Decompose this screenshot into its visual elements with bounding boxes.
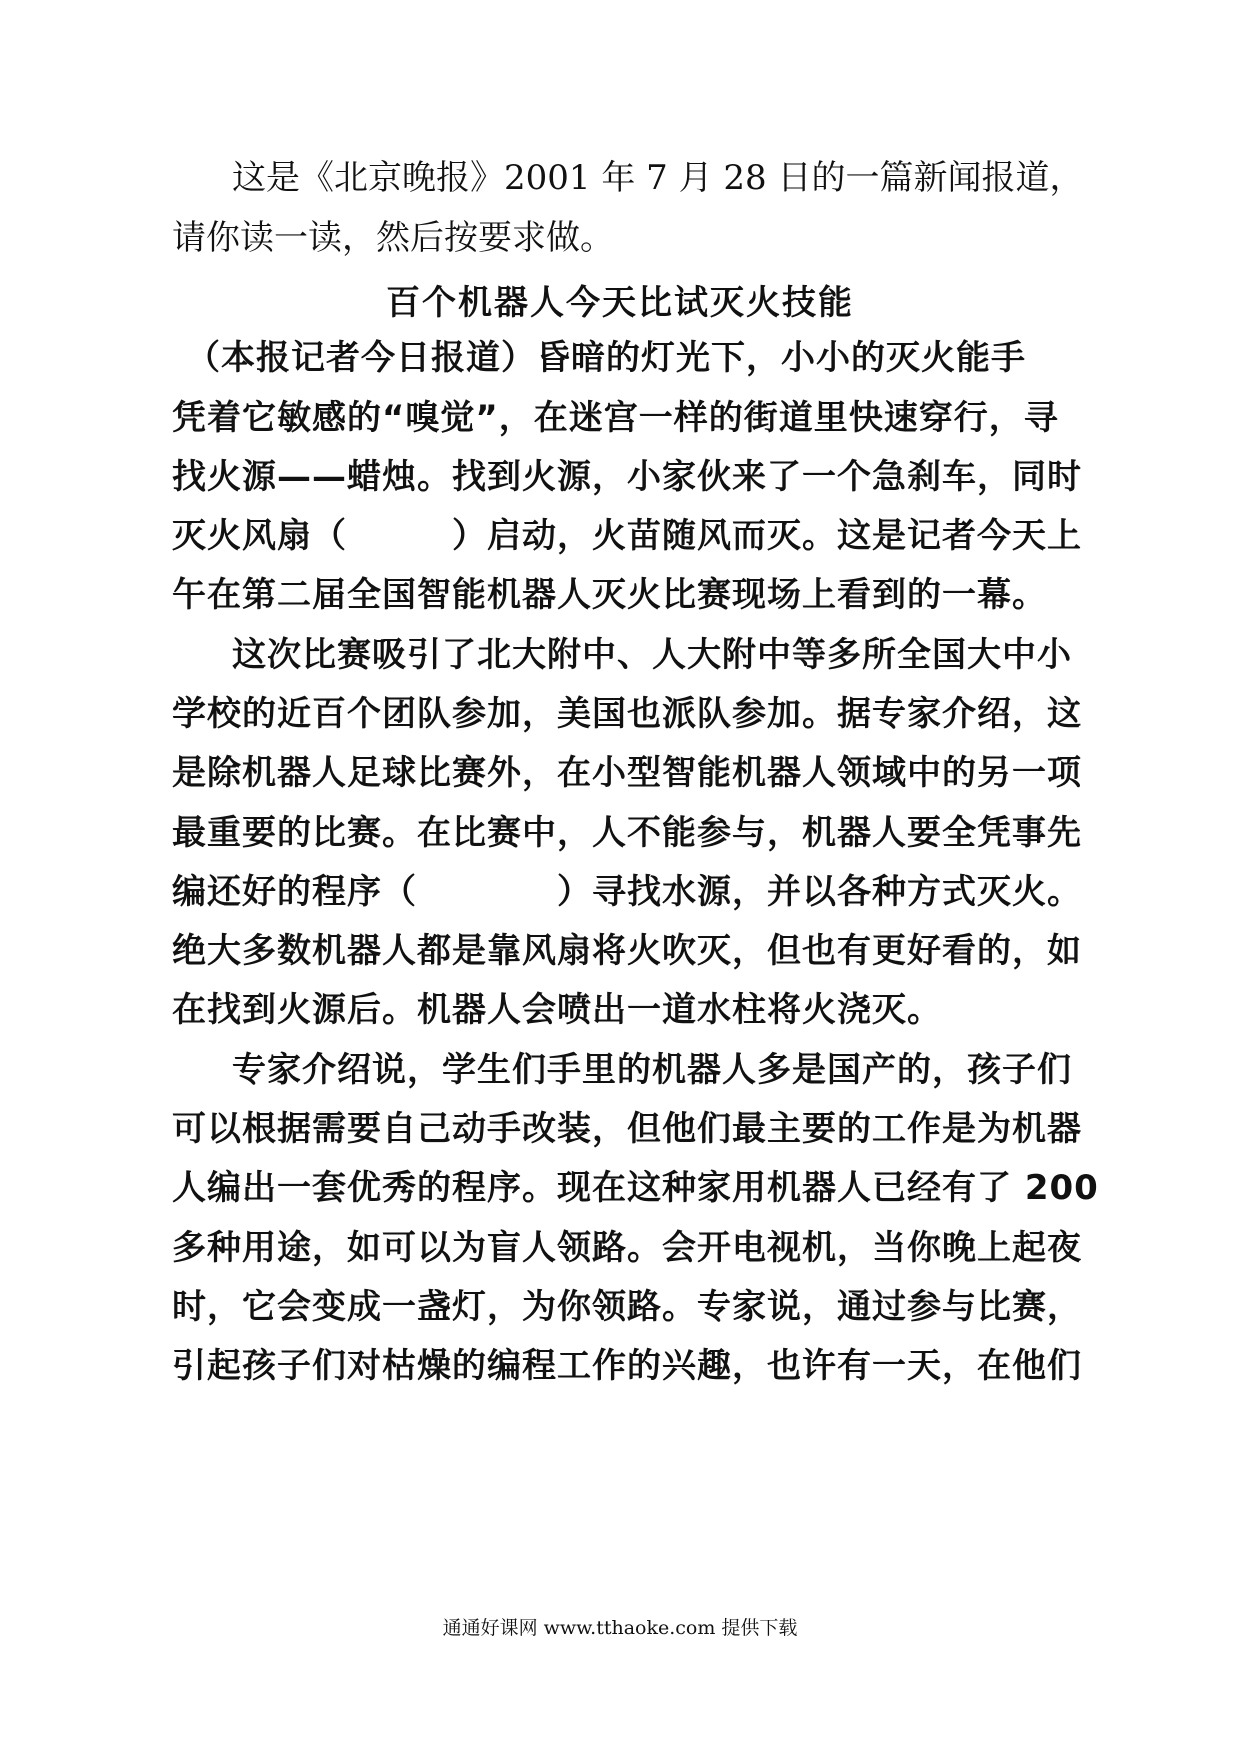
article-line: 可以根据需要自己动手改装，但他们最主要的工作是为机器	[172, 1109, 1082, 1149]
article-line: 凭着它敏感的“嗅觉”，在迷宫一样的街道里快速穿行，寻	[172, 398, 1059, 438]
article-line: 绝大多数机器人都是靠风扇将火吹灭，但也有更好看的，如	[172, 931, 1082, 971]
article-line: 专家介绍说，学生们手里的机器人多是国产的，孩子们	[232, 1050, 1072, 1090]
intro-line-2: 请你读一读，然后按要求做。	[172, 218, 614, 258]
footer-download-note: 通通好课网 www.tthaoke.com 提供下载	[442, 1617, 798, 1639]
article-line: 时，它会变成一盏灯，为你领路。专家说，通过参与比赛，	[172, 1287, 1082, 1327]
article-line: 最重要的比赛。在比赛中，人不能参与，机器人要全凭事先	[172, 813, 1082, 853]
article-line: 是除机器人足球比赛外，在小型智能机器人领域中的另一项	[172, 753, 1082, 793]
article-line: 午在第二届全国智能机器人灭火比赛现场上看到的一幕。	[172, 575, 1047, 615]
article-line: 这次比赛吸引了北大附中、人大附中等多所全国大中小	[232, 635, 1072, 675]
article-headline: 百个机器人今天比试灭火技能	[386, 283, 854, 323]
article-line: 编还好的程序（ ）寻找水源，并以各种方式灭火。	[172, 872, 1082, 912]
article-line: 学校的近百个团队参加，美国也派队参加。据专家介绍，这	[172, 694, 1082, 734]
article-line: 在找到火源后。机器人会喷出一道水柱将火浇灭。	[172, 990, 942, 1030]
article-line: 引起孩子们对枯燥的编程工作的兴趣，也许有一天，在他们	[172, 1346, 1082, 1386]
article-line: （本报记者今日报道）昏暗的灯光下，小小的灭火能手	[186, 338, 1026, 378]
intro-line-1: 这是《北京晚报》2001 年 7 月 28 日的一篇新闻报道，	[232, 158, 1084, 198]
article-line: 灭火风扇（ ）启动，火苗随风而灭。这是记者今天上	[172, 516, 1082, 556]
article-line: 找火源——蜡烛。找到火源，小家伙来了一个急刹车，同时	[172, 457, 1082, 497]
article-line: 多种用途，如可以为盲人领路。会开电视机，当你晚上起夜	[172, 1228, 1082, 1268]
article-line: 人编出一套优秀的程序。现在这种家用机器人已经有了 200	[172, 1168, 1099, 1208]
